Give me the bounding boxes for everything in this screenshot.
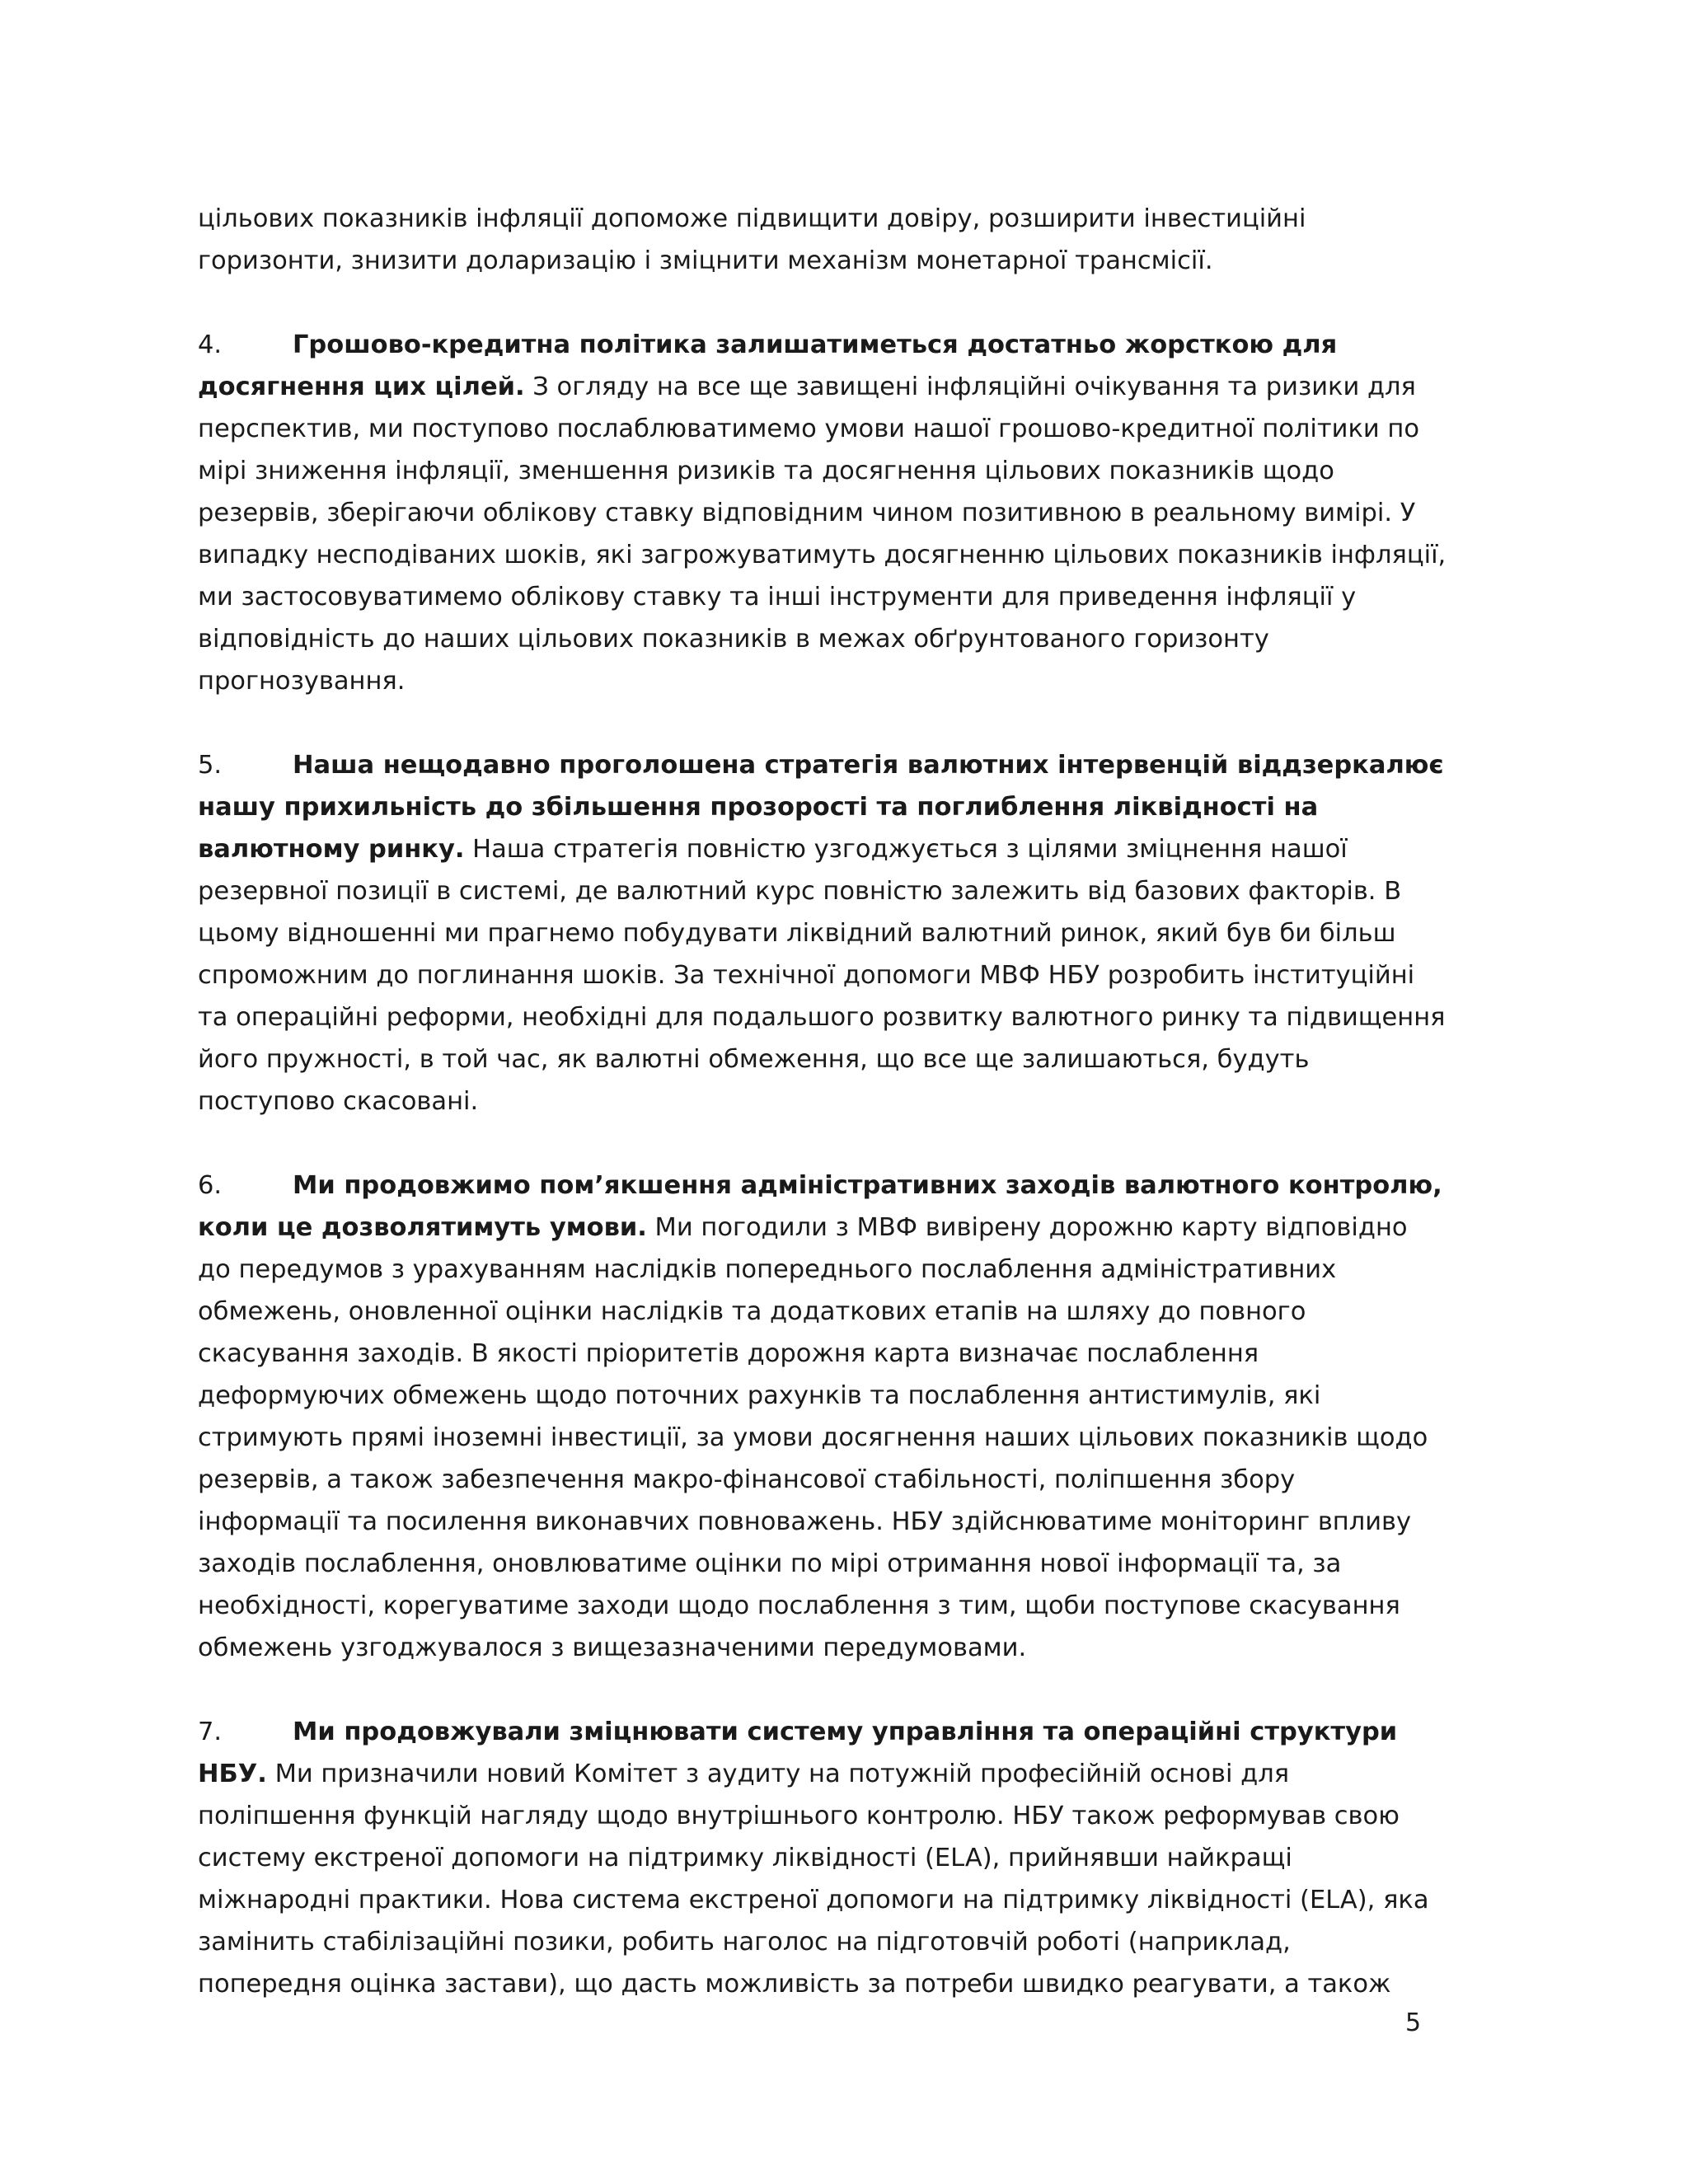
paragraph-line — [198, 1501, 1451, 1543]
intro-paragraph — [198, 198, 1451, 282]
paragraph-line — [198, 1795, 1451, 1837]
numbered-paragraph — [198, 1711, 1451, 2005]
paragraph-number: 6. — [198, 1171, 223, 1200]
paragraph-number: 5. — [198, 751, 223, 780]
body-text: ми застосовуватимемо облікову ставку та інші інструменти для приведення інфляції у — [198, 583, 1357, 612]
paragraph-line — [198, 1417, 1451, 1459]
bold-lead-text: валютному ринку. — [198, 835, 465, 864]
body-text: замінить стабілізаційні позики, робить наголос на підготовчій роботі (наприклад, — [198, 1928, 1291, 1957]
numbered-paragraph — [198, 1165, 1451, 1669]
body-text: прогнозування. — [198, 667, 406, 696]
bold-lead-text: НБУ. — [198, 1760, 267, 1788]
body-text: Ми погодили з МВФ вивірену дорожню карту відповідно — [646, 1213, 1408, 1242]
paragraph-line — [198, 1753, 1451, 1795]
body-text: спроможним до поглинання шоків. За технічної допомоги МВФ НБУ розробить інституційні — [198, 961, 1415, 990]
paragraph-line: горизонти, знизити доларизацію і зміцнити механізм монетарної трансмісії. — [198, 246, 1213, 275]
body-text: випадку несподіваних шоків, які загрожуватимуть досягненню цільових показників інфляції, — [198, 541, 1447, 569]
paragraph-line — [198, 1711, 1451, 1753]
body-text: З огляду на все ще завищені інфляційні очікування та ризики для — [524, 373, 1416, 401]
body-text: цьому відношенні ми прагнемо побудувати ліквідний валютний ринок, який був би більш — [198, 919, 1396, 948]
paragraph-line — [198, 408, 1451, 450]
paragraph-line — [198, 912, 1451, 954]
paragraph-line — [198, 1963, 1451, 2005]
paragraph-line — [198, 996, 1451, 1038]
paragraph-line — [198, 1333, 1451, 1375]
bold-lead-text: коли це дозволятимуть умови. — [198, 1213, 647, 1242]
body-text: стримують прямі іноземні інвестиції, за умови досягнення наших цільових показників щодо — [198, 1423, 1428, 1452]
body-text: обмежень, оновленної оцінки наслідків та додаткових етапів на шляху до повного — [198, 1297, 1306, 1326]
body-text: міжнародні практики. Нова система екстреної допомоги на підтримку ліквідності (ELA), яка — [198, 1886, 1429, 1915]
numbered-paragraph — [198, 744, 1451, 1122]
paragraph-line — [198, 576, 1451, 618]
body-text: необхідності, корегуватиме заходи щодо послаблення з тим, щоби поступове скасування — [198, 1591, 1400, 1620]
bold-lead-text: Грошово-кредитна політика залишатиметься достатньо жорсткою для — [293, 330, 1338, 359]
bold-lead-text: нашу прихильність до збільшення прозорості та поглиблення ліквідності на — [198, 793, 1319, 822]
bold-lead-text: Ми продовжували зміцнювати систему управління та операційні структури — [293, 1718, 1398, 1746]
bold-lead-text: Ми продовжимо пом’якшення адміністративних заходів валютного контролю, — [293, 1171, 1442, 1200]
paragraph-line: цільових показників інфляції допоможе підвищити довіру, розширити інвестиційні — [198, 204, 1306, 233]
body-text: відповідність до наших цільових показників в межах обґрунтованого горизонту — [198, 625, 1269, 654]
paragraph-line — [198, 1921, 1451, 1963]
paragraph-line — [198, 1165, 1451, 1207]
paragraph-line — [198, 870, 1451, 912]
body-text: заходів послаблення, оновлюватиме оцінки по мірі отримання нової інформації та, за — [198, 1549, 1342, 1578]
paragraph-line — [198, 1837, 1451, 1879]
body-text: поступово скасовані. — [198, 1087, 479, 1116]
paragraph-line — [198, 1459, 1451, 1501]
body-text: скасування заходів. В якості пріоритетів дорожня карта визначає послаблення — [198, 1339, 1259, 1368]
page-number: 5 — [1405, 2008, 1422, 2037]
body-text: його пружності, в той час, як валютні обмеження, що все ще залишаються, будуть — [198, 1045, 1310, 1074]
document-body — [198, 198, 1451, 2047]
body-text: та операційні реформи, необхідні для подальшого розвитку валютного ринку та підвищення — [198, 1003, 1446, 1032]
numbered-paragraphs — [198, 324, 1451, 2005]
body-text: резервів, а також забезпечення макро-фінансової стабільності, поліпшення збору — [198, 1465, 1296, 1494]
paragraph-line — [198, 660, 1451, 702]
paragraph-line — [198, 1249, 1451, 1291]
body-text: Наша стратегія повністю узгоджується з цілями зміцнення нашої — [464, 835, 1348, 864]
body-text: обмежень узгоджувалося з вищезазначеними передумовами. — [198, 1633, 1027, 1662]
paragraph-line — [198, 1543, 1451, 1585]
paragraph-line — [198, 1585, 1451, 1627]
paragraph-line — [198, 1038, 1451, 1080]
paragraph-line — [198, 618, 1451, 660]
paragraph-line — [198, 450, 1451, 492]
body-text: до передумов з урахуванням наслідків попереднього послаблення адміністративних — [198, 1255, 1337, 1284]
body-text: Ми призначили новий Комітет з аудиту на потужній професійній основі для — [266, 1760, 1290, 1788]
paragraph-line — [198, 1080, 1451, 1122]
body-text: систему екстреної допомоги на підтримку ліквідності (ELA), прийнявши найкращі — [198, 1844, 1292, 1872]
paragraph-line — [198, 1375, 1451, 1417]
paragraph-line — [198, 1291, 1451, 1333]
body-text: резервів, зберігаючи облікову ставку відповідним чином позитивною в реальному вимірі. У — [198, 499, 1416, 527]
paragraph-line — [198, 366, 1451, 408]
paragraph-line — [198, 1627, 1451, 1669]
body-text: резервної позиції в системі, де валютний курс повністю залежить від базових факторів. В — [198, 877, 1402, 906]
paragraph-line — [198, 324, 1451, 366]
paragraph-line — [198, 492, 1451, 534]
body-text: мірі зниження інфляції, зменшення ризиків та досягнення цільових показників щодо — [198, 457, 1334, 485]
paragraph-number: 4. — [198, 330, 223, 359]
body-text: інформації та посилення виконавчих повноважень. НБУ здійснюватиме моніторинг впливу — [198, 1507, 1412, 1536]
paragraph-line — [198, 954, 1451, 996]
bold-lead-text: досягнення цих цілей. — [198, 373, 525, 401]
paragraph-line — [198, 1207, 1451, 1249]
body-text: попередня оцінка застави), що дасть можливість за потреби швидко реагувати, а також — [198, 1970, 1391, 1999]
bold-lead-text: Наша нещодавно проголошена стратегія валютних інтервенцій віддзеркалює — [293, 751, 1444, 780]
paragraph-line — [198, 534, 1451, 576]
paragraph-line — [198, 828, 1451, 870]
paragraph-line — [198, 786, 1451, 828]
paragraph-line — [198, 744, 1451, 786]
body-text: деформуючих обмежень щодо поточних рахунків та послаблення антистимулів, які — [198, 1381, 1321, 1410]
paragraph-line — [198, 1879, 1451, 1921]
numbered-paragraph — [198, 324, 1451, 702]
body-text: перспектив, ми поступово послаблюватимемо умови нашої грошово-кредитної політики по — [198, 415, 1420, 443]
body-text: поліпшення функцій нагляду щодо внутрішнього контролю. НБУ також реформував свою — [198, 1802, 1400, 1830]
paragraph-number: 7. — [198, 1718, 223, 1746]
